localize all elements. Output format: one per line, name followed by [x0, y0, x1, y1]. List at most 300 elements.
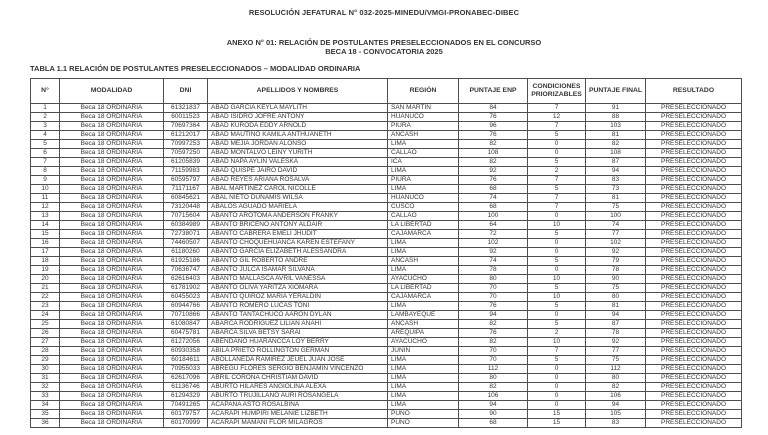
table-row — [31, 401, 742, 410]
table-cell: LA LIBERTAD — [388, 221, 459, 230]
table-cell: PRESELECCIONADO — [646, 239, 742, 248]
table-cell: PRESELECCIONADO — [646, 221, 742, 230]
table-cell: 94 — [459, 311, 528, 320]
table-row — [31, 203, 742, 212]
table-row — [31, 329, 742, 338]
table-cell: 106 — [459, 392, 528, 401]
table-cell: 5 — [528, 185, 586, 194]
table-cell: 0 — [528, 401, 586, 410]
table-cell: 60595797 — [164, 176, 208, 185]
table-cell: 61272056 — [164, 338, 208, 347]
table-cell: 82 — [459, 338, 528, 347]
table-row — [31, 221, 742, 230]
table-cell: 70597250 — [164, 149, 208, 158]
table-cell: 1 — [31, 104, 60, 113]
table-row — [31, 419, 742, 428]
table-cell: 70997253 — [164, 140, 208, 149]
table-cell: PRESELECCIONADO — [646, 194, 742, 203]
table-row — [31, 212, 742, 221]
table-cell: 61321837 — [164, 104, 208, 113]
table-cell: 5 — [528, 230, 586, 239]
table-cell: 16 — [31, 239, 60, 248]
table-cell: 112 — [459, 365, 528, 374]
table-row — [31, 311, 742, 320]
table-cell: 6 — [31, 149, 60, 158]
table-cell: PRESELECCIONADO — [646, 122, 742, 131]
table-row — [31, 140, 742, 149]
table-cell: 82 — [586, 383, 646, 392]
table-cell: PRESELECCIONADO — [646, 347, 742, 356]
table-cell: 92 — [459, 167, 528, 176]
table-row — [31, 113, 742, 122]
table-cell: 21 — [31, 284, 60, 293]
table-cell: 0 — [528, 140, 586, 149]
table-cell: PRESELECCIONADO — [646, 392, 742, 401]
table-cell: 76 — [459, 131, 528, 140]
table-cell: 4 — [31, 131, 60, 140]
table-cell: 92 — [459, 248, 528, 257]
table-cell: 60184611 — [164, 356, 208, 365]
table-cell: ABANTO MALLASCA AVRIL VANESSA — [208, 275, 388, 284]
table-cell: Beca 18 ORDINARIA — [60, 410, 164, 419]
table-cell: ABRIL CORONA CHRISTIAM DAVID — [208, 374, 388, 383]
table-cell: 2 — [528, 329, 586, 338]
table-row — [31, 293, 742, 302]
table-cell: 77 — [586, 230, 646, 239]
table-cell: 19 — [31, 266, 60, 275]
table-cell: ABAD QUISPE JAIRO DAVID — [208, 167, 388, 176]
table-cell: Beca 18 ORDINARIA — [60, 302, 164, 311]
table-cell: 71171167 — [164, 185, 208, 194]
table-row — [31, 257, 742, 266]
table-cell: PUNO — [388, 419, 459, 428]
table-cell: 24 — [31, 311, 60, 320]
table-row — [31, 284, 742, 293]
table-cell: 108 — [459, 149, 528, 158]
table-cell: Beca 18 ORDINARIA — [60, 266, 164, 275]
table-cell: 64 — [459, 221, 528, 230]
table-cell: ABAL NIETO DUNAMIS WILSA — [208, 194, 388, 203]
table-cell: Beca 18 ORDINARIA — [60, 320, 164, 329]
table-cell: ABARCA RODRIGUEZ LILIAN ANAHI — [208, 320, 388, 329]
table-cell: 61781902 — [164, 284, 208, 293]
table-cell: PIURA — [388, 122, 459, 131]
table-cell: Beca 18 ORDINARIA — [60, 275, 164, 284]
table-cell: 84 — [459, 104, 528, 113]
table-cell: ABAD KURODA EDDY ARNOLD — [208, 122, 388, 131]
column-header: N° — [31, 79, 60, 104]
table-cell: PRESELECCIONADO — [646, 230, 742, 239]
table-cell: 80 — [586, 293, 646, 302]
table-cell: 9 — [31, 176, 60, 185]
table-row — [31, 410, 742, 419]
table-cell: 0 — [528, 266, 586, 275]
table-cell: Beca 18 ORDINARIA — [60, 194, 164, 203]
table-cell: 106 — [586, 392, 646, 401]
table-cell: Beca 18 ORDINARIA — [60, 311, 164, 320]
table-cell: 61136746 — [164, 383, 208, 392]
table-cell: Beca 18 ORDINARIA — [60, 239, 164, 248]
table-cell: 75 — [586, 356, 646, 365]
table-cell: 94 — [586, 311, 646, 320]
table-cell: ABURTO TRUJILLANO AURI ROSANGELA — [208, 392, 388, 401]
table-cell: Beca 18 ORDINARIA — [60, 401, 164, 410]
table-cell: PRESELECCIONADO — [646, 302, 742, 311]
table-cell: 100 — [459, 212, 528, 221]
table-cell: 61925186 — [164, 257, 208, 266]
table-cell: LIMA — [388, 365, 459, 374]
table-cell: LIMA — [388, 266, 459, 275]
table-cell: 60944766 — [164, 302, 208, 311]
table-cell: Beca 18 ORDINARIA — [60, 176, 164, 185]
table-cell: ABALOS AGUADO MARIELA — [208, 203, 388, 212]
table-cell: ABAL MARTINEZ CAROL NICOLLE — [208, 185, 388, 194]
table-cell: Beca 18 ORDINARIA — [60, 167, 164, 176]
table-row — [31, 383, 742, 392]
table-cell: 88 — [586, 113, 646, 122]
table-cell: ABANTO GARCIA ELIZABETH ALESSANDRA — [208, 248, 388, 257]
table-cell: 92 — [586, 338, 646, 347]
table-cell: 0 — [528, 383, 586, 392]
table-cell: PRESELECCIONADO — [646, 293, 742, 302]
table-cell: ABANTO BRICEÑO ANTONY ALDAIR — [208, 221, 388, 230]
column-header: MODALIDAD — [60, 79, 164, 104]
table-cell: 23 — [31, 302, 60, 311]
table-row — [31, 392, 742, 401]
table-cell: 29 — [31, 356, 60, 365]
anexo-heading — [0, 38, 768, 56]
table-cell: 103 — [586, 122, 646, 131]
table-cell: 68 — [459, 185, 528, 194]
table-cell: LA LIBERTAD — [388, 284, 459, 293]
table-cell: 5 — [528, 320, 586, 329]
table-cell: 82 — [586, 140, 646, 149]
table-cell: 7 — [528, 122, 586, 131]
table-cell: LIMA — [388, 356, 459, 365]
table-cell: 70715604 — [164, 212, 208, 221]
table-cell: 102 — [459, 239, 528, 248]
table-cell: 87 — [586, 158, 646, 167]
table-cell: 7 — [528, 194, 586, 203]
table-cell: PRESELECCIONADO — [646, 275, 742, 284]
table-row — [31, 185, 742, 194]
table-cell: 11 — [31, 194, 60, 203]
table-cell: ABARCA SILVA BETSY SARAI — [208, 329, 388, 338]
table-cell: ABILA PRIETO ROLLINGTON GERMAN — [208, 347, 388, 356]
table-cell: PRESELECCIONADO — [646, 320, 742, 329]
table-row — [31, 176, 742, 185]
table-cell: Beca 18 ORDINARIA — [60, 122, 164, 131]
table-cell: 34 — [31, 401, 60, 410]
table-cell: 72 — [459, 230, 528, 239]
table-cell: ABANTO GIL ROBERTO ANDRE — [208, 257, 388, 266]
table-cell: ABAD GARCIA KEYLA MAYLITH — [208, 104, 388, 113]
table-cell: 62617096 — [164, 374, 208, 383]
table-row — [31, 275, 742, 284]
table-cell: LIMA — [388, 392, 459, 401]
table-cell: PRESELECCIONADO — [646, 140, 742, 149]
table-cell: 81 — [586, 131, 646, 140]
table-cell: LIMA — [388, 248, 459, 257]
column-header: APELLIDOS Y NOMBRES — [208, 79, 388, 104]
table-cell: Beca 18 ORDINARIA — [60, 149, 164, 158]
table-cell: 25 — [31, 320, 60, 329]
table-cell: ANCASH — [388, 320, 459, 329]
table-cell: 0 — [528, 248, 586, 257]
table-cell: 14 — [31, 221, 60, 230]
table-cell: PRESELECCIONADO — [646, 365, 742, 374]
table-cell: 70697364 — [164, 122, 208, 131]
table-cell: LIMA — [388, 383, 459, 392]
table-cell: 18 — [31, 257, 60, 266]
table-cell: 5 — [528, 284, 586, 293]
table-cell: 68 — [459, 419, 528, 428]
table-cell: PRESELECCIONADO — [646, 185, 742, 194]
table-cell: HUANUCO — [388, 113, 459, 122]
table-cell: JUNIN — [388, 347, 459, 356]
table-cell: 61294329 — [164, 392, 208, 401]
table-cell: 70710866 — [164, 311, 208, 320]
table-row — [31, 320, 742, 329]
table-cell: 74460507 — [164, 239, 208, 248]
table-cell: 10 — [31, 185, 60, 194]
table-cell: ABANTO TANTACHUCO AARON DYLAN — [208, 311, 388, 320]
table-cell: PRESELECCIONADO — [646, 374, 742, 383]
column-header: PUNTAJE FINAL — [586, 79, 646, 104]
table-cell: 80 — [586, 374, 646, 383]
table-cell: ABANTO AROTOMA ANDERSON FRANKY — [208, 212, 388, 221]
table-cell: 70955033 — [164, 365, 208, 374]
table-cell: 0 — [528, 212, 586, 221]
table-header-row — [31, 79, 742, 104]
table-cell: 30 — [31, 365, 60, 374]
table-cell: CAJAMARCA — [388, 293, 459, 302]
table-cell: 60475781 — [164, 329, 208, 338]
table-cell: Beca 18 ORDINARIA — [60, 140, 164, 149]
table-cell: PRESELECCIONADO — [646, 401, 742, 410]
table-cell: 75 — [586, 203, 646, 212]
table-cell: 76 — [459, 329, 528, 338]
table-cell: 72738071 — [164, 230, 208, 239]
table-cell: ABAD REYES ARIANA ROSALVA — [208, 176, 388, 185]
table-cell: 0 — [528, 392, 586, 401]
table-cell: 0 — [528, 149, 586, 158]
table-cell: ABANTO JULCA ISAMAR SILVANA — [208, 266, 388, 275]
table-cell: 60011523 — [164, 113, 208, 122]
table-cell: 35 — [31, 410, 60, 419]
table-cell: 60845621 — [164, 194, 208, 203]
table-cell: 87 — [586, 320, 646, 329]
table-row — [31, 167, 742, 176]
table-cell: ABAD NAPA AYLIN VALESKA — [208, 158, 388, 167]
table-cell: Beca 18 ORDINARIA — [60, 158, 164, 167]
table-cell: PRESELECCIONADO — [646, 338, 742, 347]
table-cell: 62616403 — [164, 275, 208, 284]
table-row — [31, 248, 742, 257]
table-cell: 73120448 — [164, 203, 208, 212]
table-cell: PRESELECCIONADO — [646, 284, 742, 293]
table-cell: LIMA — [388, 401, 459, 410]
table-cell: 60179757 — [164, 410, 208, 419]
table-cell: LIMA — [388, 374, 459, 383]
table-cell: PRESELECCIONADO — [646, 176, 742, 185]
table-cell: PRESELECCIONADO — [646, 410, 742, 419]
table-cell: ACARAPI HUMPIRI MELANIE LIZBETH — [208, 410, 388, 419]
table-cell: ABANTO CABRERA EMELI JHUDIT — [208, 230, 388, 239]
table-cell: 76 — [459, 176, 528, 185]
table-cell: ANCASH — [388, 131, 459, 140]
column-header: PUNTAJE ENP — [459, 79, 528, 104]
table-cell: 71159983 — [164, 167, 208, 176]
table-cell: CALLAO — [388, 149, 459, 158]
table-cell: 92 — [586, 248, 646, 257]
table-cell: 80 — [459, 275, 528, 284]
table-cell: ABOLLANEDA RAMIREZ JEUEL JUAN JOSE — [208, 356, 388, 365]
table-cell: 7 — [528, 203, 586, 212]
table-cell: ABURTO HILARES ANGIOLINA ALEXA — [208, 383, 388, 392]
table-cell: Beca 18 ORDINARIA — [60, 338, 164, 347]
table-cell: Beca 18 ORDINARIA — [60, 113, 164, 122]
table-row — [31, 149, 742, 158]
table-cell: PRESELECCIONADO — [646, 113, 742, 122]
table-cell: 3 — [31, 122, 60, 131]
table-cell: ABANTO QUIROZ MARIA YERALDIN — [208, 293, 388, 302]
table-cell: ACARAPI MAMANI FLOR MILAGROS — [208, 419, 388, 428]
table-cell: 81 — [586, 302, 646, 311]
table-cell: PUNO — [388, 410, 459, 419]
table-cell: 10 — [528, 221, 586, 230]
table-cell: ABANTO OLIVA YARITZA XIOMARA — [208, 284, 388, 293]
table-cell: 60455023 — [164, 293, 208, 302]
table-cell: Beca 18 ORDINARIA — [60, 212, 164, 221]
table-cell: 15 — [528, 419, 586, 428]
table-row — [31, 356, 742, 365]
table-cell: 74 — [459, 194, 528, 203]
table-cell: Beca 18 ORDINARIA — [60, 248, 164, 257]
table-title: TABLA 1.1 RELACIÓN DE POSTULANTES PRESELECCIONADOS – MODALIDAD ORDINARIA — [30, 64, 361, 73]
table-cell: 5 — [528, 356, 586, 365]
table-cell: CALLAO — [388, 212, 459, 221]
table-cell: ABAD MAUTINO KAMILA ANTHUANETH — [208, 131, 388, 140]
table-body — [31, 104, 742, 428]
table-cell: Beca 18 ORDINARIA — [60, 131, 164, 140]
table-cell: ABAD MEJIA JORDAN ALONSO — [208, 140, 388, 149]
column-header: RESULTADO — [646, 79, 742, 104]
table-cell: AYACUCHO — [388, 275, 459, 284]
table-cell: 61080847 — [164, 320, 208, 329]
table-cell: 12 — [31, 203, 60, 212]
table-cell: PIURA — [388, 176, 459, 185]
table-cell: Beca 18 ORDINARIA — [60, 374, 164, 383]
table-cell: ICA — [388, 158, 459, 167]
table-cell: 26 — [31, 329, 60, 338]
table-cell: 94 — [459, 401, 528, 410]
table-cell: 76 — [459, 302, 528, 311]
table-cell: 108 — [586, 149, 646, 158]
table-cell: 60170999 — [164, 419, 208, 428]
table-row — [31, 122, 742, 131]
table-cell: ABREGÚ FLORES SERGIO BENJAMIN VINCENZO — [208, 365, 388, 374]
table-cell: Beca 18 ORDINARIA — [60, 419, 164, 428]
table-cell: 5 — [528, 257, 586, 266]
table-cell: 17 — [31, 248, 60, 257]
table-cell: 74 — [459, 257, 528, 266]
table-cell: 75 — [586, 284, 646, 293]
table-cell: 74 — [586, 221, 646, 230]
table-cell: 20 — [31, 275, 60, 284]
table-cell: 36 — [31, 419, 60, 428]
table-cell: 91 — [586, 104, 646, 113]
table-cell: PRESELECCIONADO — [646, 257, 742, 266]
table-cell: CAJAMARCA — [388, 230, 459, 239]
table-cell: PRESELECCIONADO — [646, 329, 742, 338]
table-row — [31, 194, 742, 203]
table-cell: 90 — [586, 275, 646, 284]
table-cell: 78 — [586, 266, 646, 275]
table-cell: 7 — [528, 347, 586, 356]
table-cell: 70 — [459, 347, 528, 356]
table-cell: Beca 18 ORDINARIA — [60, 203, 164, 212]
table-cell: 82 — [459, 158, 528, 167]
table-cell: 82 — [459, 320, 528, 329]
table-cell: LIMA — [388, 185, 459, 194]
table-cell: 70636747 — [164, 266, 208, 275]
table-cell: PRESELECCIONADO — [646, 356, 742, 365]
table-cell: 7 — [528, 104, 586, 113]
table-cell: 82 — [459, 140, 528, 149]
table-cell: 5 — [528, 302, 586, 311]
table-cell: PRESELECCIONADO — [646, 149, 742, 158]
table-cell: LIMA — [388, 239, 459, 248]
table-cell: 15 — [31, 230, 60, 239]
table-row — [31, 374, 742, 383]
table-row — [31, 131, 742, 140]
table-cell: 22 — [31, 293, 60, 302]
table-cell: 27 — [31, 338, 60, 347]
table-cell: Beca 18 ORDINARIA — [60, 230, 164, 239]
table-cell: 82 — [459, 383, 528, 392]
table-row — [31, 230, 742, 239]
table-cell: PRESELECCIONADO — [646, 212, 742, 221]
table-cell: LIMA — [388, 140, 459, 149]
table-cell: 83 — [586, 176, 646, 185]
table-cell: 61180260 — [164, 248, 208, 257]
table-row — [31, 104, 742, 113]
table-cell: 5 — [528, 158, 586, 167]
table-cell: 28 — [31, 347, 60, 356]
table-cell: Beca 18 ORDINARIA — [60, 185, 164, 194]
table-cell: 0 — [528, 374, 586, 383]
table-cell: 78 — [586, 329, 646, 338]
table-cell: 77 — [586, 347, 646, 356]
table-cell: 81 — [586, 194, 646, 203]
table-cell: PRESELECCIONADO — [646, 383, 742, 392]
table-cell: 2 — [31, 113, 60, 122]
table-cell: 94 — [586, 167, 646, 176]
table-cell: 112 — [586, 365, 646, 374]
document-title: RESOLUCIÓN JEFATURAL N° 032-2025-MINEDU/VMGI-PRONABEC-DIBEC — [248, 8, 520, 17]
anexo-line-1: ANEXO N° 01: RELACIÓN DE POSTULANTES PRESELECCIONADOS EN EL CONCURSO — [226, 38, 542, 47]
table-cell: 5 — [31, 140, 60, 149]
table-cell: ACAPANA ASTO ROSALBINA — [208, 401, 388, 410]
table-cell: 94 — [586, 401, 646, 410]
table-cell: 60384989 — [164, 221, 208, 230]
table-cell: Beca 18 ORDINARIA — [60, 392, 164, 401]
table-cell: LIMA — [388, 302, 459, 311]
table-cell: Beca 18 ORDINARIA — [60, 383, 164, 392]
table-cell: ANCASH — [388, 257, 459, 266]
table-row — [31, 347, 742, 356]
